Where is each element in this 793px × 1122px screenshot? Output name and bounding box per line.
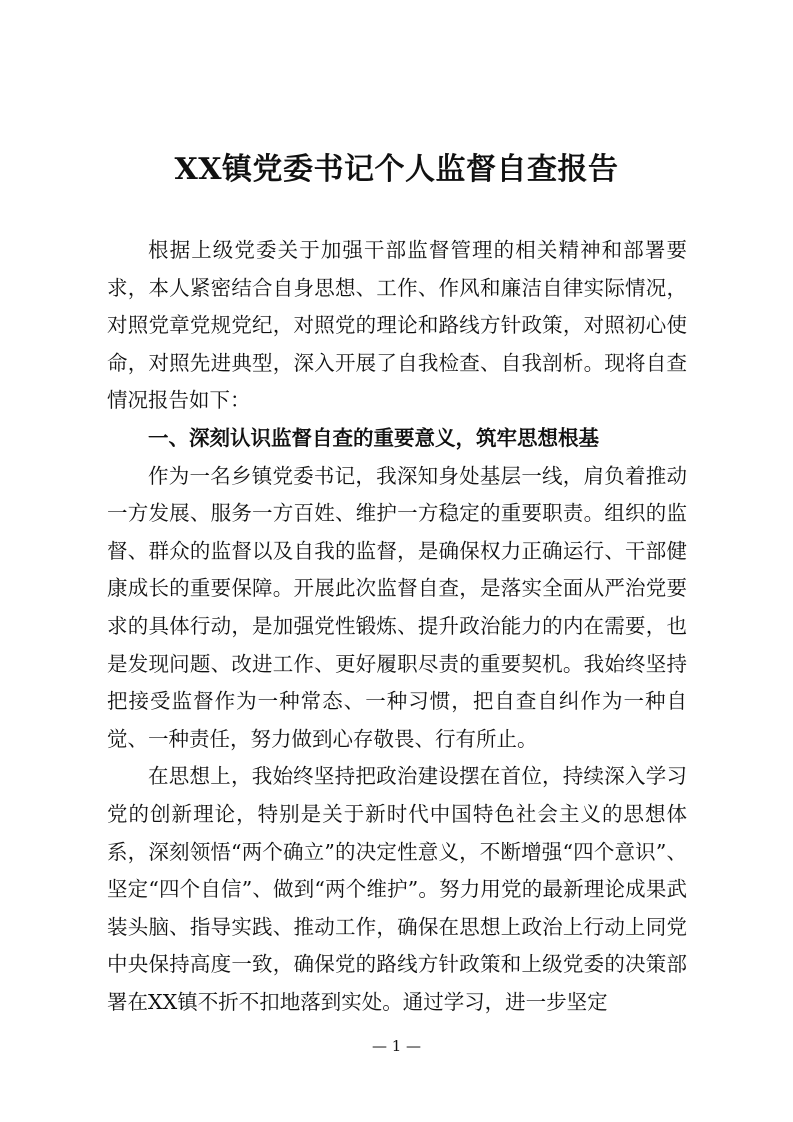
section1-paragraph-2: 在思想上，我始终坚持把政治建设摆在首位，持续深入学习党的创新理论，特别是关于新时代中国特色社会主义的思想体系，深刻领悟“两个确立”的决定性意义，不断增强“四个意识”、坚定“四个自信”、做到“两个维护”。努力用党的最新理论成果武装头脑、指导实践、推动工作，确保在思想上政治上行动上同党中央保持高度一致，确保党的路线方针政策和上级党委的决策部署在XX镇不折不扣地落到实处。通过学习，进一步坚定 (107, 764, 687, 1014)
intro-paragraph: 根据上级党委关于加强干部监督管理的相关精神和部署要求，本人紧密结合自身思想、工作、作风和廉洁自律实际情况，对照党章党规党纪，对照党的理论和路线方针政策，对照初心使命，对照先进典型，深入开展了自我检查、自我剖析。现将自查情况报告如下： (107, 238, 687, 413)
document-body (107, 232, 687, 1021)
document-title: XX镇党委书记个人监督自查报告 (174, 152, 619, 187)
section1-paragraph-1: 作为一名乡镇党委书记，我深知身处基层一线，肩负着推动一方发展、服务一方百姓、维护一方稳定的重要职责。组织的监督、群众的监督以及自我的监督，是确保权力正确运行、干部健康成长的重要保障。开展此次监督自查，是落实全面从严治党要求的具体行动，是加强党性锻炼、提升政治能力的内在需要，也是发现问题、改进工作、更好履职尽责的重要契机。我始终坚持把接受监督作为一种常态、一种习惯，把自查自纠作为一种自觉、一种责任，努力做到心存敬畏、行有所止。 (107, 463, 687, 751)
section-heading-1: 一、深刻认识监督自查的重要意义，筑牢思想根基 (148, 425, 599, 450)
page-number: — 1 — (371, 1037, 422, 1055)
